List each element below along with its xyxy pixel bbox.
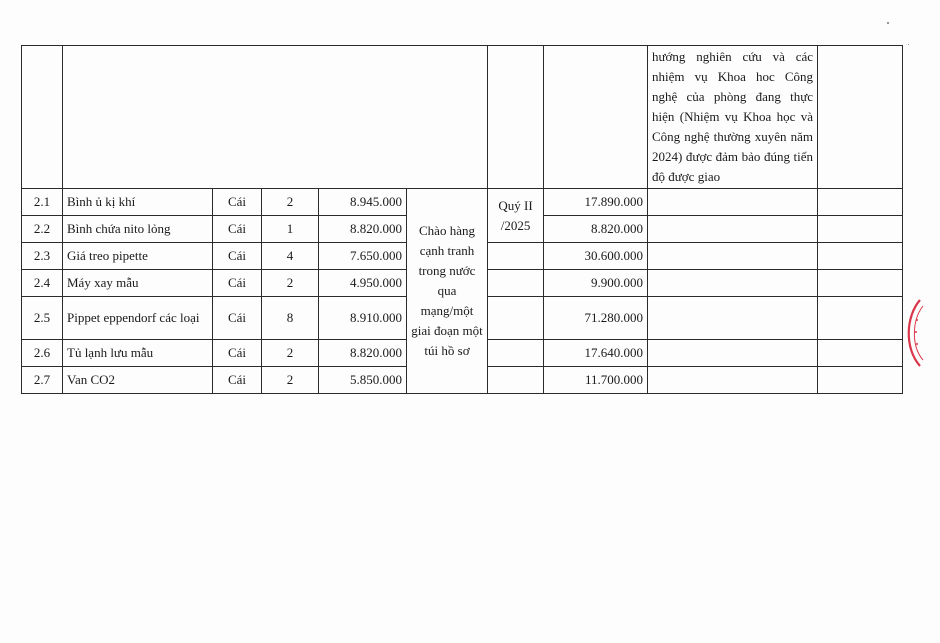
item-unit: Cái xyxy=(213,367,262,394)
item-quantity: 1 xyxy=(262,216,319,243)
cell-empty xyxy=(818,297,903,340)
cell-empty xyxy=(818,367,903,394)
item-name: Tủ lạnh lưu mẫu xyxy=(63,340,213,367)
item-total: 30.600.000 xyxy=(544,243,648,270)
cell-empty xyxy=(488,46,544,189)
continuation-row xyxy=(22,46,903,189)
scan-speck xyxy=(887,22,889,24)
cell-empty xyxy=(488,367,544,394)
procurement-table xyxy=(21,45,903,394)
item-name: Van CO2 xyxy=(63,367,213,394)
item-total: 11.700.000 xyxy=(544,367,648,394)
cell-empty xyxy=(818,189,903,216)
cell-empty xyxy=(648,367,818,394)
cell-empty xyxy=(818,216,903,243)
item-name: Máy xay mẫu xyxy=(63,270,213,297)
item-unit-price: 5.850.000 xyxy=(319,367,407,394)
item-number: 2.2 xyxy=(22,216,63,243)
item-unit: Cái xyxy=(213,297,262,340)
item-quantity: 8 xyxy=(262,297,319,340)
item-name: Bình ủ kị khí xyxy=(63,189,213,216)
item-quantity: 2 xyxy=(262,189,319,216)
seal-dot xyxy=(915,331,917,333)
item-name: Bình chứa nito lỏng xyxy=(63,216,213,243)
seal-inner-arc xyxy=(914,306,923,360)
item-unit-price: 8.820.000 xyxy=(319,340,407,367)
cell-empty xyxy=(648,189,818,216)
item-quantity: 2 xyxy=(262,367,319,394)
item-quantity: 2 xyxy=(262,340,319,367)
cell-empty xyxy=(648,243,818,270)
item-name: Giá treo pipette xyxy=(63,243,213,270)
cell-empty xyxy=(648,270,818,297)
item-total: 9.900.000 xyxy=(544,270,648,297)
cell-empty xyxy=(818,46,903,189)
seal-dot xyxy=(916,343,918,345)
cell-empty xyxy=(648,340,818,367)
item-unit: Cái xyxy=(213,216,262,243)
item-unit: Cái xyxy=(213,270,262,297)
item-unit-price: 7.650.000 xyxy=(319,243,407,270)
scan-speck xyxy=(908,44,909,45)
item-unit-price: 8.945.000 xyxy=(319,189,407,216)
item-number: 2.1 xyxy=(22,189,63,216)
item-unit-price: 8.910.000 xyxy=(319,297,407,340)
cell-empty xyxy=(648,297,818,340)
cell-empty xyxy=(22,46,63,189)
procurement-method: Chào hàng cạnh tranh trong nước qua mạng/một giai đoạn một túi hồ sơ xyxy=(407,189,488,394)
cell-empty xyxy=(818,243,903,270)
item-number: 2.4 xyxy=(22,270,63,297)
procurement-time: Quý II /2025 xyxy=(488,189,544,243)
item-unit-price: 4.950.000 xyxy=(319,270,407,297)
cell-empty xyxy=(818,340,903,367)
cell-empty xyxy=(488,340,544,367)
item-total: 8.820.000 xyxy=(544,216,648,243)
cell-empty xyxy=(488,297,544,340)
item-unit: Cái xyxy=(213,340,262,367)
item-total: 71.280.000 xyxy=(544,297,648,340)
item-quantity: 4 xyxy=(262,243,319,270)
cell-empty xyxy=(648,216,818,243)
item-name: Pippet eppendorf các loại xyxy=(63,297,213,340)
item-quantity: 2 xyxy=(262,270,319,297)
cell-empty xyxy=(544,46,648,189)
item-number: 2.3 xyxy=(22,243,63,270)
item-number: 2.6 xyxy=(22,340,63,367)
item-unit: Cái xyxy=(213,189,262,216)
item-total: 17.890.000 xyxy=(544,189,648,216)
note-cell: hướng nghiên cứu và các nhiệm vụ Khoa hoc Công nghệ của phòng đang thực hiện (Nhiệm vụ Khoa học và Công nghệ thường xuyên năm 2024) được đảm bảo đúng tiến độ được giao xyxy=(648,46,818,189)
cell-empty-merged xyxy=(63,46,488,189)
item-unit: Cái xyxy=(213,243,262,270)
item-unit-price: 8.820.000 xyxy=(319,216,407,243)
cell-empty xyxy=(488,270,544,297)
cell-empty xyxy=(818,270,903,297)
seal-dot xyxy=(916,319,918,321)
cell-empty xyxy=(488,243,544,270)
table-row xyxy=(22,189,903,216)
item-total: 17.640.000 xyxy=(544,340,648,367)
item-number: 2.5 xyxy=(22,297,63,340)
red-seal-edge xyxy=(900,298,924,368)
item-number: 2.7 xyxy=(22,367,63,394)
